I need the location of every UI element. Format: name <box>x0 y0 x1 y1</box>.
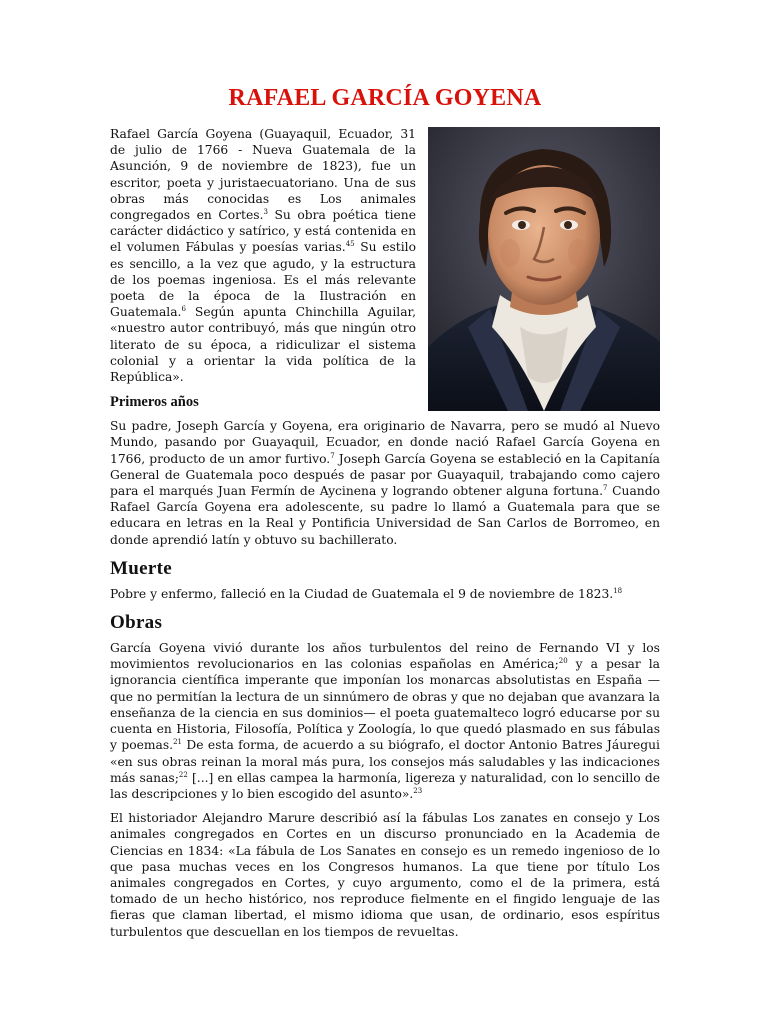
section-heading-muerte: Muerte <box>110 557 172 579</box>
footnote-ref: 7 <box>602 483 608 492</box>
intro-paragraph: Rafael García Goyena (Guayaquil, Ecuador, 31 de julio de 1766 - Nueva Guatemala de la Asunción, 9 de noviembre de 1823), fue un escritor, poeta y juristaecuatoriano. Una de sus obras más conocidas es Los animales congregados en Cortes.$^3$ Su obra poética tiene carácter didáctico y satírico, y está contenida en el volumen Fábulas y poesías varias.$^{45}$ Su estilo es sencillo, a la vez que agudo, y la estructura de los poemas ingeniosa. Es el más relevante poeta de la época de la Ilustración en Guatemala.$^6$ Según apunta Chinchilla Aguilar, «nuestro autor contribuyó, más que ningún otro literato de su época, a ridiculizar el sistema colonial y a orientar la vida política de la República». <box>110 127 416 385</box>
footnote-ref: 20 <box>558 657 568 666</box>
footnote-ref: 6 <box>181 305 186 314</box>
section-heading-obras: Obras <box>110 612 163 634</box>
muerte-paragraph: Pobre y enfermo, falleció en la Ciudad de Guatemala el 9 de noviembre de 1823.18 <box>110 586 623 601</box>
section-heading-primeros: Primeros años <box>110 394 199 411</box>
footnote-ref: 23 <box>413 786 423 795</box>
obras-paragraph-2: El historiador Alejandro Marure describió así la fábulas Los zanates en consejo y Los animales congregados en Cortes en un discurso pronunciado en la Academia de Ciencias en 1834: «La fábula de Los Sanates en consejo es un remedo ingenioso de lo que pasa muchas veces en los Congresos humanos. La que tiene por título Los animales congregados en Cortes, y cuyo argumento, como el de la primera, está tomado de un hecho histórico, nos reproduce fielmente en el fingido lenguaje de las fieras que claman libertad, el mismo idioma que usan, de ordinario, esos espíritus turbulentos que descuellan en los tiempos de revueltas. <box>110 811 660 939</box>
footnote-ref: 18 <box>613 586 623 595</box>
article-body <box>110 84 660 948</box>
footnote-ref: 21 <box>173 738 183 747</box>
footnote-ref: 45 <box>345 240 355 249</box>
footnote-ref: 3 <box>263 207 268 216</box>
obras-paragraph-1: García Goyena vivió durante los años turbulentos del reino de Fernando VI y los movimientos revolucionarios en las colonias españolas en América;$^{20}$ y a pesar la ignorancia científica imperante que imponían los monarcas absolutistas en España —que no permitían la lectura de un sinnúmero de obras y que no dejaban que avanzara la enseñanza de la ciencia en sus dominios— el poeta guatemalteco logró educarse por su cuenta en Historia, Filosofía, Política y Zoología, lo que quedó plasmado en sus fábulas y poemas.$^{21}$ De esta forma, de acuerdo a su biógrafo, el doctor Antonio Batres Jáuregui «en sus obras reinan la moral más pura, los consejos más saludables y las indicaciones más sanas;$^{22}$ [...] en ellas campea la harmonía, ligereza y naturalidad, con lo sencillo de las descripciones y lo bien escogido del asunto».$^{23}$ <box>110 641 660 801</box>
primeros-paragraph: Su padre, Joseph García y Goyena, era originario de Navarra, pero se mudó al Nuevo Mundo, pasando por Guayaquil, Ecuador, en donde nació Rafael García Goyena en 1766, producto de un amor furtivo.$^7$ Joseph García Goyena se estableció en la Capitanía General de Guatemala poco después de pasar por Guayaquil, trabajando como cajero para el marqués Juan Fermín de Aycinena y logrando obtener alguna fortuna.$^7$ Cuando Rafael García Goyena era adolescente, su padre lo llamó a Guatemala para que se educara en letras en la Real y Pontificia Universidad de San Carlos de Borromeo, en donde aprendió latín y obtuvo su bachillerato. <box>110 419 660 547</box>
footnote-ref: 22 <box>178 770 188 779</box>
page-title: RAFAEL GARCÍA GOYENA <box>228 85 542 111</box>
footnote-ref: 7 <box>330 451 335 460</box>
portrait-image <box>428 127 660 411</box>
